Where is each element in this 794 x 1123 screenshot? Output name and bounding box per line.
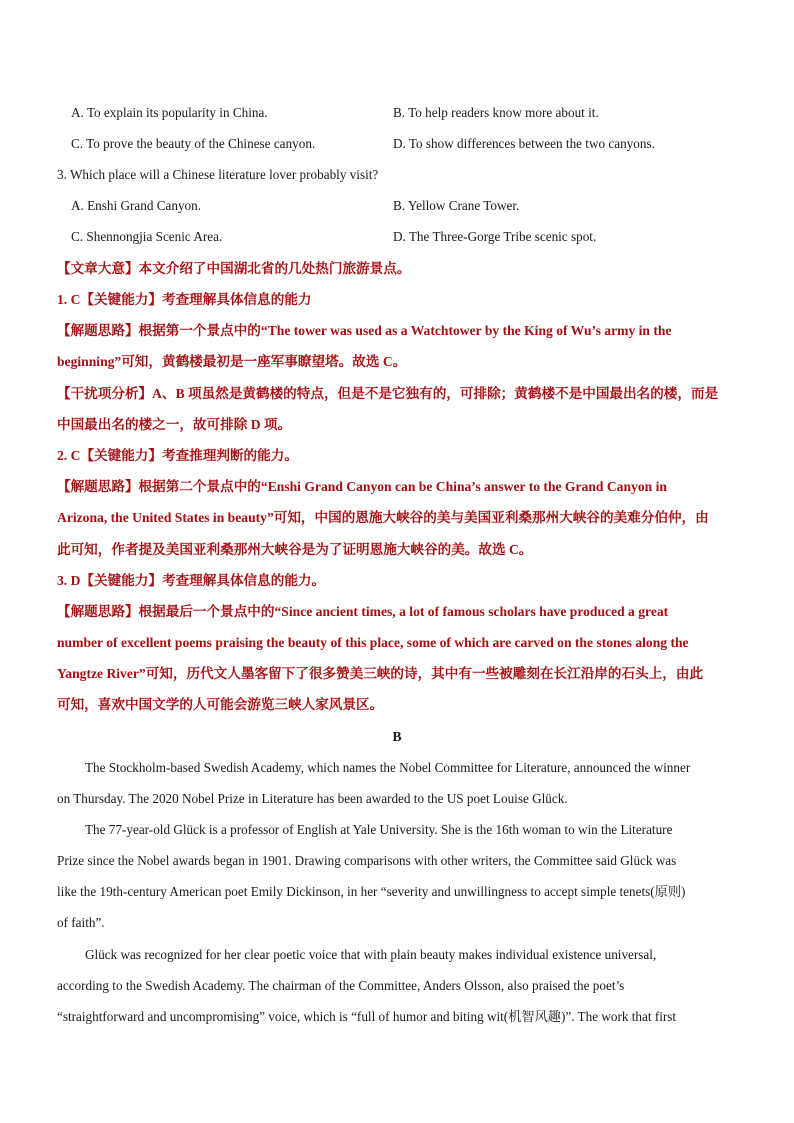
passage-line: according to the Swedish Academy. The chairman of the Committee, Anders Olsson, also praised the poet’s xyxy=(57,978,625,993)
passage-line: like the 19th-century American poet Emily Dickinson, in her “severity and unwillingness to accept simple tenets(原则) xyxy=(57,884,686,899)
analysis-line: Yangtze River”可知，历代文人墨客留下了很多赞美三峡的诗，其中有一些被雕刻在长江沿岸的石头上，由此 xyxy=(57,666,704,681)
analysis-line: 【解题思路】根据第二个景点中的“Enshi Grand Canyon can be China’s answer to the Grand Canyon in xyxy=(57,479,667,494)
passage-line: Glück was recognized for her clear poetic voice that with plain beauty makes individual existence universal, xyxy=(85,947,657,962)
q2-option-d: D. To show differences between the two canyons. xyxy=(393,136,655,151)
q3-option-d: D. The Three-Gorge Tribe scenic spot. xyxy=(393,229,597,244)
q3-option-c: C. Shennongjia Scenic Area. xyxy=(71,229,223,244)
analysis-line: beginning”可知，黄鹤楼最初是一座军事瞭望塔。故选 C。 xyxy=(57,354,407,369)
passage-line: on Thursday. The 2020 Nobel Prize in Literature has been awarded to the US poet Louise Glück. xyxy=(57,791,568,806)
analysis-line: 【解题思路】根据第一个景点中的“The tower was used as a Watchtower by the King of Wu’s army in the xyxy=(57,323,672,338)
analysis-line: 可知，喜欢中国文学的人可能会游览三峡人家风景区。 xyxy=(57,697,384,712)
q2-option-row-2 xyxy=(0,134,794,154)
q3-option-a: A. Enshi Grand Canyon. xyxy=(71,198,202,213)
analysis-line: number of excellent poems praising the beauty of this place, some of which are carved on the stones along the xyxy=(57,635,689,650)
passage-line: The Stockholm-based Swedish Academy, which names the Nobel Committee for Literature, announced the winner xyxy=(85,760,691,775)
q3-option-row-2 xyxy=(0,227,794,247)
analysis-answer-2: 2. C【关键能力】考查推理判断的能力。 xyxy=(57,448,298,463)
analysis-line: 此可知，作者提及美国亚利桑那州大峡谷是为了证明恩施大峡谷的美。故选 C。 xyxy=(57,542,533,557)
analysis-answer-1: 1. C【关键能力】考查理解具体信息的能力 xyxy=(57,292,312,307)
passage-line: “straightforward and uncompromising” voice, which is “full of humor and biting wit(机智风趣)”. The work that first xyxy=(57,1009,677,1024)
passage-line: The 77-year-old Glück is a professor of English at Yale University. She is the 16th woman to win the Literature xyxy=(85,822,673,837)
analysis-line: 中国最出名的楼之一，故可排除 D 项。 xyxy=(57,417,292,432)
q2-option-a: A. To explain its popularity in China. xyxy=(71,105,268,120)
passage-line: Prize since the Nobel awards began in 1901. Drawing comparisons with other writers, the Committee said Glück was xyxy=(57,853,677,868)
analysis-line: Arizona, the United States in beauty”可知，中国的恩施大峡谷的美与美国亚利桑那州大峡谷的美难分伯仲，由 xyxy=(57,510,709,525)
q2-option-row-1 xyxy=(0,103,794,123)
q3-question: 3. Which place will a Chinese literature lover probably visit? xyxy=(57,167,379,182)
q3-option-b: B. Yellow Crane Tower. xyxy=(393,198,520,213)
section-label: B xyxy=(392,729,402,744)
analysis-line: 【干扰项分析】A、B 项虽然是黄鹤楼的特点，但是不是它独有的，可排除；黄鹤楼不是中国最出名的楼，而是 xyxy=(57,386,719,401)
analysis-line: 【解题思路】根据最后一个景点中的“Since ancient times, a lot of famous scholars have produced a great xyxy=(57,604,669,619)
q2-option-b: B. To help readers know more about it. xyxy=(393,105,599,120)
q3-option-row-1 xyxy=(0,196,794,216)
analysis-summary: 【文章大意】本文介绍了中国湖北省的几处热门旅游景点。 xyxy=(57,261,411,276)
analysis-answer-3: 3. D【关键能力】考查理解具体信息的能力。 xyxy=(57,573,326,588)
q2-option-c: C. To prove the beauty of the Chinese canyon. xyxy=(71,136,316,151)
passage-line: of faith”. xyxy=(57,915,105,930)
